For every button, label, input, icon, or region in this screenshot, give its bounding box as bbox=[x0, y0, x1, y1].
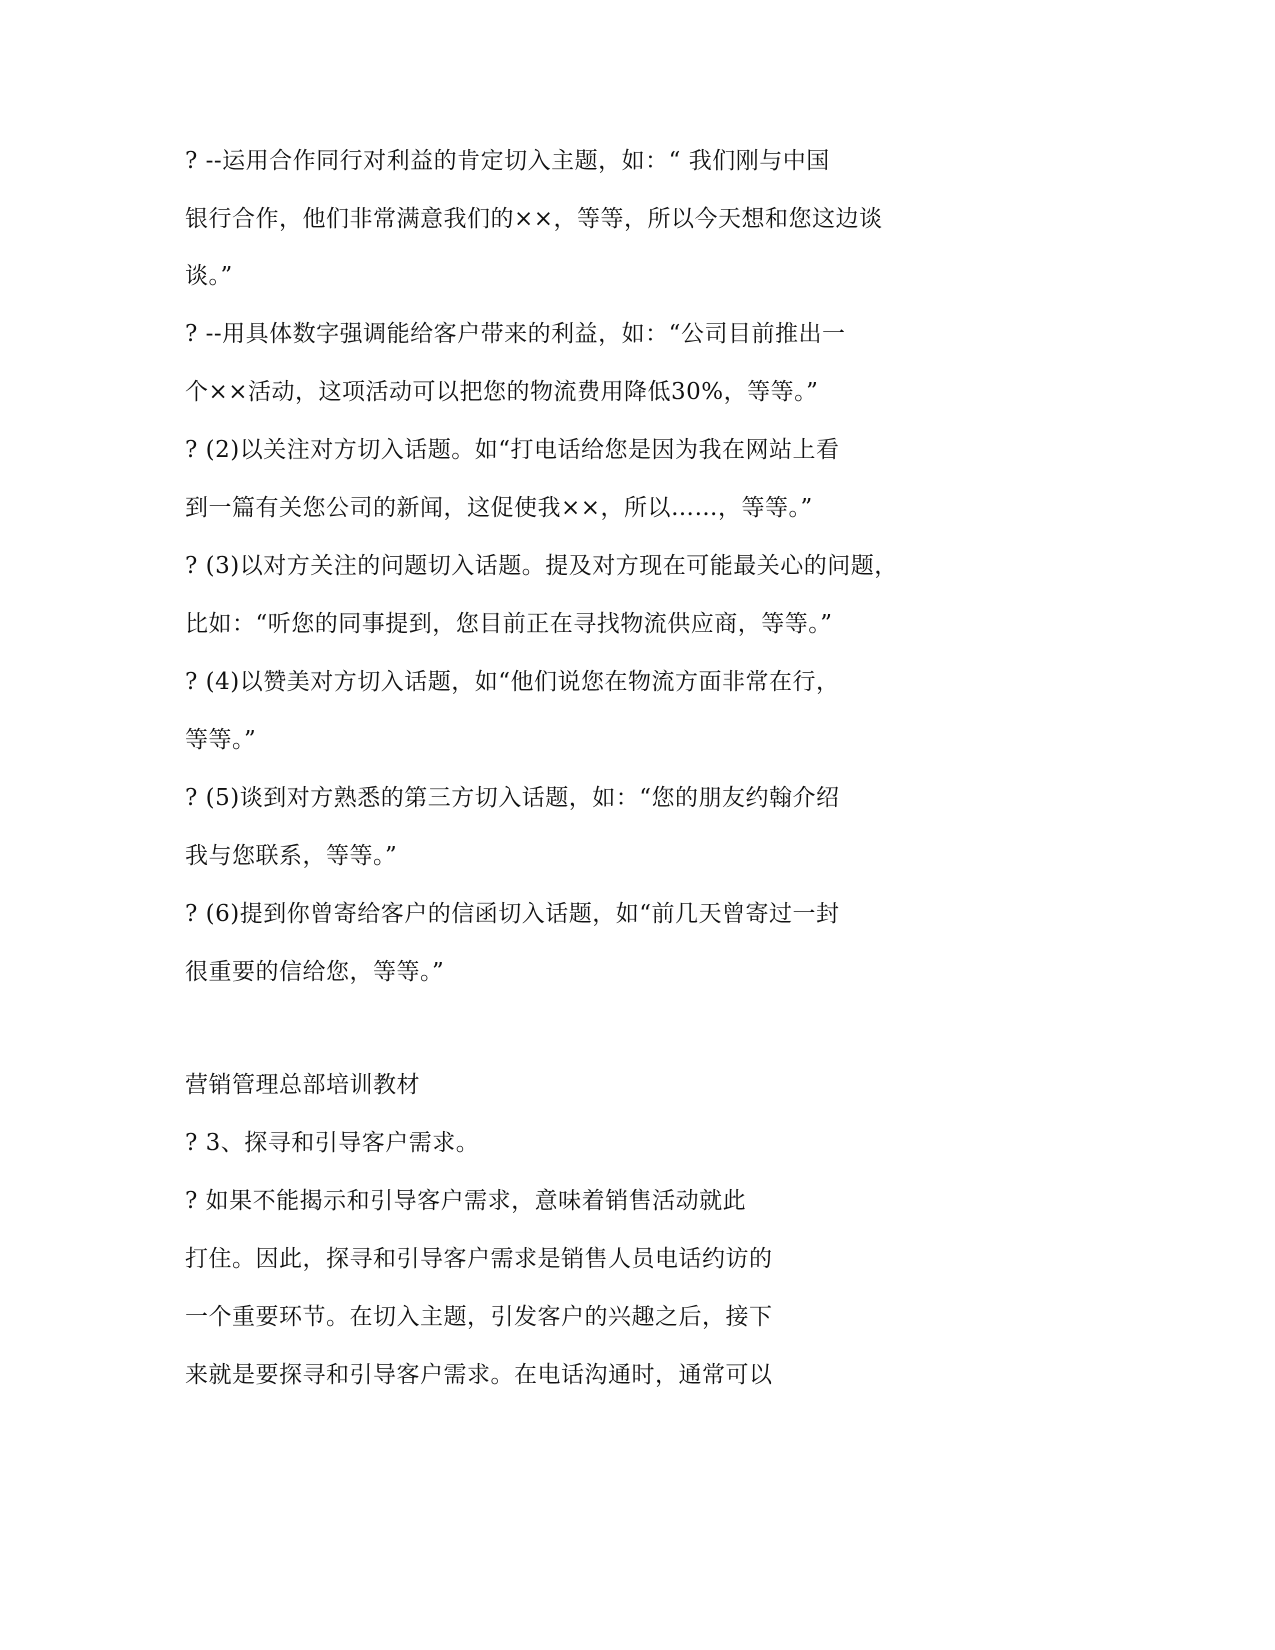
text-line: 很重要的信给您，等等。” bbox=[185, 959, 445, 985]
text-line: 比如：“听您的同事提到，您目前正在寻找物流供应商，等等。” bbox=[185, 611, 833, 637]
text-line: ? --用具体数字强调能给客户带来的利益，如：“公司目前推出一 bbox=[185, 321, 846, 347]
text-line: ? 3、探寻和引导客户需求。 bbox=[185, 1130, 480, 1156]
text-line: ? (2)以关注对方切入话题。如“打电话给您是因为我在网站上看 bbox=[185, 437, 840, 463]
text-line: 一个重要环节。在切入主题，引发客户的兴趣之后，接下 bbox=[185, 1304, 773, 1330]
text-line: ? (6)提到你曾寄给客户的信函切入话题，如“前几天曾寄过一封 bbox=[185, 901, 840, 927]
text-line: 到一篇有关您公司的新闻，这促使我××，所以……，等等。” bbox=[185, 495, 813, 521]
text-line: 来就是要探寻和引导客户需求。在电话沟通时，通常可以 bbox=[185, 1362, 773, 1388]
text-line: 银行合作，他们非常满意我们的××，等等，所以今天想和您这边谈 bbox=[185, 206, 883, 232]
text-line: ? 如果不能揭示和引导客户需求，意味着销售活动就此 bbox=[185, 1188, 747, 1214]
text-line: 打住。因此，探寻和引导客户需求是销售人员电话约访的 bbox=[185, 1246, 773, 1272]
text-line: 谈。” bbox=[185, 263, 233, 289]
text-line: ? (4)以赞美对方切入话题，如“他们说您在物流方面非常在行， bbox=[185, 669, 840, 695]
text-line: ? (5)谈到对方熟悉的第三方切入话题，如：“您的朋友约翰介绍 bbox=[185, 785, 840, 811]
text-line: 个××活动，这项活动可以把您的物流费用降低30%，等等。” bbox=[185, 379, 819, 405]
text-line: 等等。” bbox=[185, 727, 257, 753]
text-line: 我与您联系，等等。” bbox=[185, 843, 398, 869]
text-line: ? (3)以对方关注的问题切入话题。提及对方现在可能最关心的问题， bbox=[185, 553, 898, 579]
text-line: ? --运用合作同行对利益的肯定切入主题，如：“ 我们刚与中国 bbox=[185, 148, 830, 174]
section-title: 营销管理总部培训教材 bbox=[185, 1072, 420, 1098]
